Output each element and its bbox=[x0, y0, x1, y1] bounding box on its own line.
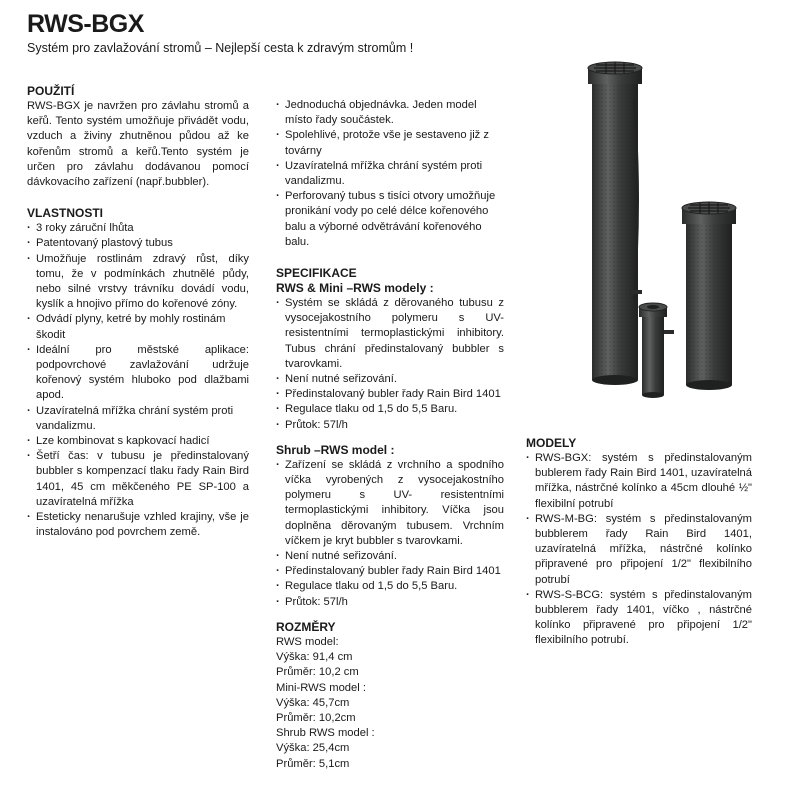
list-item: · Regulace tlaku od 1,5 do 5,5 Baru. bbox=[276, 402, 504, 417]
list-item: · Systém se skládá z děrovaného tubusu z vysocejakostního polymeru s UV- resistentními termoplastickými inhibitory. Tubus chrání předinstalovaný bubbler s tvarovkami. bbox=[276, 296, 504, 372]
dimension-line: Shrub RWS model : bbox=[276, 727, 375, 740]
dimension-line: RWS model: bbox=[276, 635, 339, 648]
list-item: · Uzavíratelná mřížka chrání systém proti vandalizmu. bbox=[27, 404, 249, 434]
list-item: · Esteticky nenarušuje vzhled krajiny, vše je instalováno pod povrchem země. bbox=[27, 510, 249, 540]
section-heading-specifikace: SPECIFIKACE bbox=[276, 266, 357, 281]
list-item: · Uzavíratelná mřížka chrání systém proti vandalizmu. bbox=[276, 159, 504, 189]
specifikace-list bbox=[276, 296, 504, 433]
list-item: · Regulace tlaku od 1,5 do 5,5 Baru. bbox=[276, 579, 504, 594]
dimension-line: Výška: 91,4 cm bbox=[276, 651, 353, 664]
shrub-list bbox=[276, 458, 504, 610]
list-item: · Umožňuje rostlinám zdravý růst, díky tomu, že v podmínkách zhutnělé půdy, nebo silné vrstvy trávníku dovádí vodu, kyslík a hnojivo přímo do kořenové zóny. bbox=[27, 252, 249, 313]
list-item: · Ideální pro městské aplikace: podpovrchové zavlažování udržuje kořenový systém hluboko pod dlažbami apod. bbox=[27, 343, 249, 404]
section-heading-rozmery: ROZMĚRY bbox=[276, 619, 336, 634]
small-tube bbox=[639, 303, 674, 398]
dimension-line: Mini-RWS model : bbox=[276, 681, 366, 694]
list-item: · Zařízení se skládá z vrchního a spodního víčka vyrobených z vysocejakostního polymeru s UV- resistentními termoplastickými inhibitory. Víčka jsou doplněna děrovaným tubusem. Vrchním víčkem je kryt bubbler s tvarovkami. bbox=[276, 458, 504, 549]
dimension-line: Průměr: 10,2 cm bbox=[276, 666, 359, 679]
dimension-line: Výška: 25,4cm bbox=[276, 742, 350, 755]
section-heading-vlastnosti: VLASTNOSTI bbox=[27, 206, 104, 221]
column-right bbox=[526, 436, 752, 649]
column-left bbox=[27, 84, 249, 540]
list-item: · Průtok: 57l/h bbox=[276, 418, 504, 433]
list-item: · Šetří čas: v tubusu je předinstalovaný bubbler s kompenzací tlaku řady Rain Bird 1401, 45 cm měkčeného PE SP-100 a uzavíratelná mřížka bbox=[27, 449, 249, 510]
list-item: · Lze kombinovat s kapkovací hadicí bbox=[27, 434, 249, 449]
dimension-line: Průměr: 5,1cm bbox=[276, 757, 350, 770]
list-item: · RWS-S-BCG: systém s předinstalovaným bubblerem řady 1401, víčko , nástrčné kolínko připravené pro připojení 1/2" flexibilního potrubí. bbox=[526, 588, 752, 649]
list-item: · 3 roky záruční lhůta bbox=[27, 221, 249, 236]
dimension-line: Průměr: 10,2cm bbox=[276, 711, 356, 724]
large-tube bbox=[588, 62, 642, 385]
list-item: · Perforovaný tubus s tisíci otvory umožňuje pronikání vody po celé délce kořenového balu a výborné odvětrávání kořenového balu. bbox=[276, 189, 504, 250]
section-heading-pouziti: POUŽITÍ bbox=[27, 84, 75, 98]
section-heading-shrub: Shrub –RWS model : bbox=[276, 442, 395, 457]
vlastnosti-list bbox=[27, 221, 249, 540]
list-item: · Není nutné seřizování. bbox=[276, 372, 504, 387]
subheading-rws-models: RWS & Mini –RWS modely : bbox=[276, 281, 434, 296]
modely-list bbox=[526, 451, 752, 649]
dimension-line: Výška: 45,7cm bbox=[276, 696, 350, 709]
page-title: RWS-BGX bbox=[27, 10, 144, 38]
list-item: · Spolehlivé, protože vše je sestaveno již z továrny bbox=[276, 128, 504, 158]
list-item: · Jednoduchá objednávka. Jeden model místo řady součástek. bbox=[276, 98, 504, 128]
list-item: · RWS-BGX: systém s předinstalovaným bublerem řady Rain Bird 1401, uzavíratelná mřížka, nástrčné kolínko a 45cm dlouhé ½" flexibilní potrubí bbox=[526, 451, 752, 512]
product-image bbox=[560, 60, 780, 420]
list-item: · Odvádí plyny, ketré by mohly rostinám škodit bbox=[27, 312, 249, 342]
rozmery-lines bbox=[276, 635, 504, 772]
column-middle bbox=[276, 98, 504, 772]
list-item: · Není nutné seřizování. bbox=[276, 549, 504, 564]
list-item: · Předinstalovaný bubler řady Rain Bird 1401 bbox=[276, 387, 504, 402]
list-item: · Průtok: 57l/h bbox=[276, 595, 504, 610]
page-subtitle: Systém pro zavlažování stromů – Nejlepší cesta k zdravým stromům ! bbox=[27, 41, 414, 55]
list-item: · RWS-M-BG: systém s předinstalovaným bubblerem řady Rain Bird 1401, uzavíratelná mřížka, nástrčné kolínko připravené pro připojení 1/2" flexibilního potrubí bbox=[526, 512, 752, 588]
list-item: · Předinstalovaný bubler řady Rain Bird 1401 bbox=[276, 564, 504, 579]
medium-tube bbox=[682, 202, 736, 390]
section-heading-modely: MODELY bbox=[526, 436, 577, 450]
benefits-list bbox=[276, 98, 504, 250]
list-item: · Patentovaný plastový tubus bbox=[27, 236, 249, 251]
pouziti-text: RWS-BGX je navržen pro závlahu stromů a keřů. Tento systém umožňuje přivádět vodu, vzduch a živiny zhutněnou půdou až ke kořenům stromů a keřů.Tento systém je určen pro závlahu dodávanou pomocí dávkovacího zařízení (např.bubbler). bbox=[27, 100, 249, 189]
